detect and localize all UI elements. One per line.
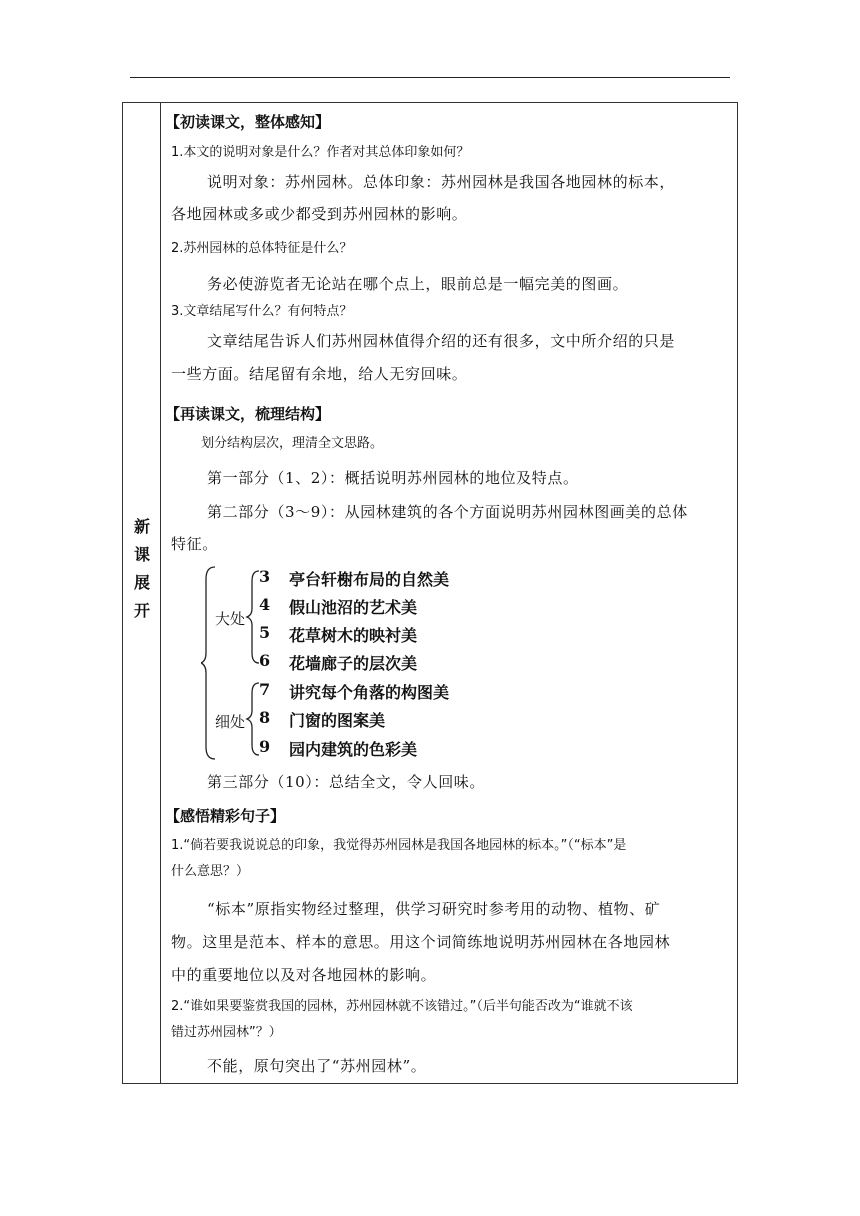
sentence-answer-1-line-1: “标本”原指实物经过整理，供学习研究时参考用的动物、植物、矿 <box>207 900 661 918</box>
part-2-line-2: 特征。 <box>171 535 218 553</box>
outline-item-text: 花草树木的映衬美 <box>289 626 418 645</box>
outline-item-text: 园内建筑的色彩美 <box>289 740 418 759</box>
section-label-char: 课 <box>133 545 150 564</box>
answer-2: 务必使游览者无论站在哪个点上，眼前总是一幅完美的图画。 <box>207 275 629 293</box>
outline-item-text: 门窗的图案美 <box>289 711 386 730</box>
question-2: 2.苏州园林的总体特征是什么？ <box>171 241 353 256</box>
section-label-char: 新 <box>133 517 150 536</box>
section-label <box>123 513 161 625</box>
outline-item: 9 <box>259 737 271 756</box>
question-1: 1.本文的说明对象是什么？作者对其总体印象如何？ <box>171 145 470 160</box>
outline-item-text: 假山池沼的艺术美 <box>289 598 418 617</box>
outer-brace <box>201 567 215 759</box>
answer-1-line-2: 各地园林或多或少都受到苏州园林的影响。 <box>171 205 468 223</box>
outline-group-macro: 大处 <box>215 610 246 628</box>
part-2-line-1: 第二部分（3～9）：从园林建筑的各个方面说明苏州园林图画美的总体 <box>207 503 688 521</box>
outline-group-detail: 细处 <box>215 713 246 731</box>
section-heading-sentences: 【感悟精彩句子】 <box>165 807 286 825</box>
outline-item: 4 <box>259 595 271 614</box>
section-label-char: 开 <box>133 601 150 620</box>
sentence-question-1-line-2: 什么意思？） <box>171 864 250 879</box>
outline-item: 6 <box>259 651 271 670</box>
sentence-answer-1-line-2: 物。这里是范本、样本的意思。用这个词简练地说明苏州园林在各地园林 <box>171 933 671 951</box>
section-heading-structure: 【再读课文，梳理结构】 <box>165 405 331 423</box>
sentence-answer-2: 不能，原句突出了“苏州园林”。 <box>207 1057 427 1075</box>
answer-3-line-2: 一些方面。结尾留有余地，给人无穷回味。 <box>171 365 468 383</box>
part-1: 第一部分（1、2）：概括说明苏州园林的地位及特点。 <box>207 469 579 487</box>
lesson-table <box>122 102 738 1084</box>
structure-intro: 划分结构层次，理清全文思路。 <box>201 436 384 451</box>
sentence-question-1-line-1: 1.“倘若要我说说总的印象，我觉得苏州园林是我国各地园林的标本。”（“标本”是 <box>171 838 627 853</box>
part-3: 第三部分（10）：总结全文，令人回味。 <box>207 773 485 791</box>
content-cell <box>161 103 737 1083</box>
sentence-question-2-line-1: 2.“谁如果要鉴赏我国的园林，苏州园林就不该错过。”（后半句能否改为“谁就不该 <box>171 999 633 1014</box>
outline-item-text: 花墙廊子的层次美 <box>289 654 418 673</box>
sentence-answer-1-line-3: 中的重要地位以及对各地园林的影响。 <box>171 966 437 984</box>
outline-item: 8 <box>259 708 271 727</box>
outline-item-text: 讲究每个角落的构图美 <box>289 683 450 702</box>
outline-item-text: 亭台轩榭布局的自然美 <box>289 570 450 589</box>
outline-item: 3 <box>259 567 271 586</box>
section-heading-first-reading: 【初读课文，整体感知】 <box>165 113 331 131</box>
outline-item: 7 <box>259 680 271 699</box>
outline-item: 5 <box>259 623 271 642</box>
section-label-char: 展 <box>133 573 150 592</box>
answer-3-line-1: 文章结尾告诉人们苏州园林值得介绍的还有很多，文中所介绍的只是 <box>207 332 676 350</box>
header-rule <box>130 77 730 78</box>
question-3: 3.文章结尾写什么？有何特点？ <box>171 304 353 319</box>
answer-1-line-1: 说明对象：苏州园林。总体印象：苏州园林是我国各地园林的标本， <box>207 173 676 191</box>
group2-brace <box>247 683 259 755</box>
sentence-question-2-line-2: 错过苏州园林”？） <box>171 1025 282 1040</box>
group1-brace <box>247 571 259 663</box>
section-label-cell <box>123 103 161 1083</box>
